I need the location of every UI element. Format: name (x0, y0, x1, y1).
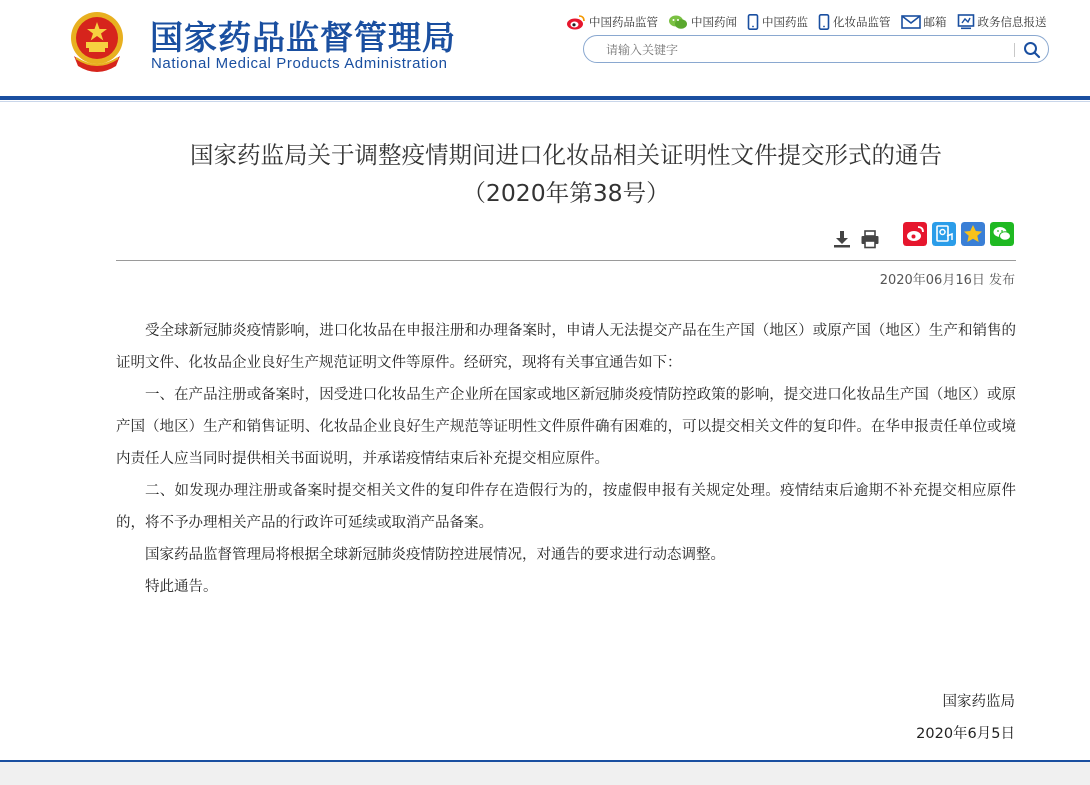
article-title-line: 国家药监局关于调整疫情期间进口化妆品相关证明性文件提交形式的通告 (190, 141, 942, 169)
wechat-share-icon[interactable] (990, 222, 1014, 246)
qzone-share-icon[interactable] (932, 222, 956, 246)
national-emblem-icon (66, 8, 128, 74)
wechat-icon (668, 14, 688, 30)
weibo-share-icon[interactable] (903, 222, 927, 246)
article-title-number: （2020年第38号） (462, 179, 670, 207)
top-link-label: 化妆品监管 (833, 15, 891, 29)
article-title (116, 136, 1016, 212)
share-bar (903, 222, 1019, 246)
search-box (583, 35, 1049, 63)
article-paragraph: 特此通告。 (145, 579, 218, 595)
download-icon[interactable] (832, 229, 852, 249)
article-paragraph: 二、如发现办理注册或备案时提交相关文件的复印件存在造假行为的，按虚假申报有关规定处理。疫情结束后逾期不补充提交相应原件的，将不予办理相关产品的行政许可延续或取消产品备案。 (116, 483, 1016, 531)
publish-date: 2020年06月16日 发布 (879, 273, 1015, 288)
article-paragraph: 受全球新冠肺炎疫情影响，进口化妆品在申报注册和办理备案时，申请人无法提交产品在生产国（地区）或原产国（地区）生产和销售的证明文件、化妆品企业良好生产规范证明文件等原件。经研究，现将有关事宜通告如下： (116, 323, 1016, 371)
article-body (116, 315, 1016, 603)
mobile-icon (818, 14, 830, 30)
signature-organization: 国家药监局 (942, 694, 1015, 710)
header-divider-thin (0, 101, 1090, 102)
report-icon (957, 14, 975, 30)
weibo-icon (566, 14, 586, 30)
top-link-wechat[interactable] (668, 14, 737, 30)
article-paragraph: 国家药品监督管理局将根据全球新冠肺炎疫情防控进展情况，对通告的要求进行动态调整。 (145, 547, 725, 563)
site-logo-chinese[interactable]: 国家药品监督管理局 (150, 18, 456, 57)
top-link-label: 中国药闻 (691, 15, 737, 29)
print-icon[interactable] (860, 229, 880, 249)
search-separator (1014, 43, 1015, 57)
top-link-mail[interactable] (901, 14, 947, 30)
title-divider (116, 260, 1016, 261)
article-paragraph: 一、在产品注册或备案时，因受进口化妆品生产企业所在国家或地区新冠肺炎疫情防控政策的影响，提交进口化妆品生产国（地区）或原产国（地区）生产和销售证明、化妆品企业良好生产规范等证明性文件原件确有困难的，可以提交相关文件的复印件。在华申报责任单位或境内责任人应当同时提供相关书面说明，并承诺疫情结束后补充提交相应原件。 (116, 387, 1016, 467)
site-header (0, 0, 1090, 96)
top-link-report[interactable] (957, 14, 1047, 30)
top-link-label: 邮箱 (923, 15, 947, 29)
article-tools (832, 228, 888, 250)
signature-date: 2020年6月5日 (916, 726, 1015, 742)
top-link-label: 中国药品监管 (589, 15, 658, 29)
search-icon[interactable] (1022, 40, 1042, 60)
mail-icon (901, 15, 921, 29)
page-footer (0, 762, 1090, 785)
header-divider (0, 96, 1090, 100)
mobile-icon (747, 14, 759, 30)
site-logo-english[interactable]: National Medical Products Administration (151, 55, 448, 72)
top-link-label: 中国药监 (762, 15, 808, 29)
search-input[interactable] (606, 41, 1006, 59)
top-link-mobile-2[interactable] (818, 14, 891, 30)
top-link-weibo[interactable] (566, 14, 658, 30)
top-links-bar (566, 12, 1057, 32)
favorite-share-icon[interactable] (961, 222, 985, 246)
top-link-label: 政务信息报送 (977, 15, 1047, 29)
top-link-mobile-1[interactable] (747, 14, 808, 30)
